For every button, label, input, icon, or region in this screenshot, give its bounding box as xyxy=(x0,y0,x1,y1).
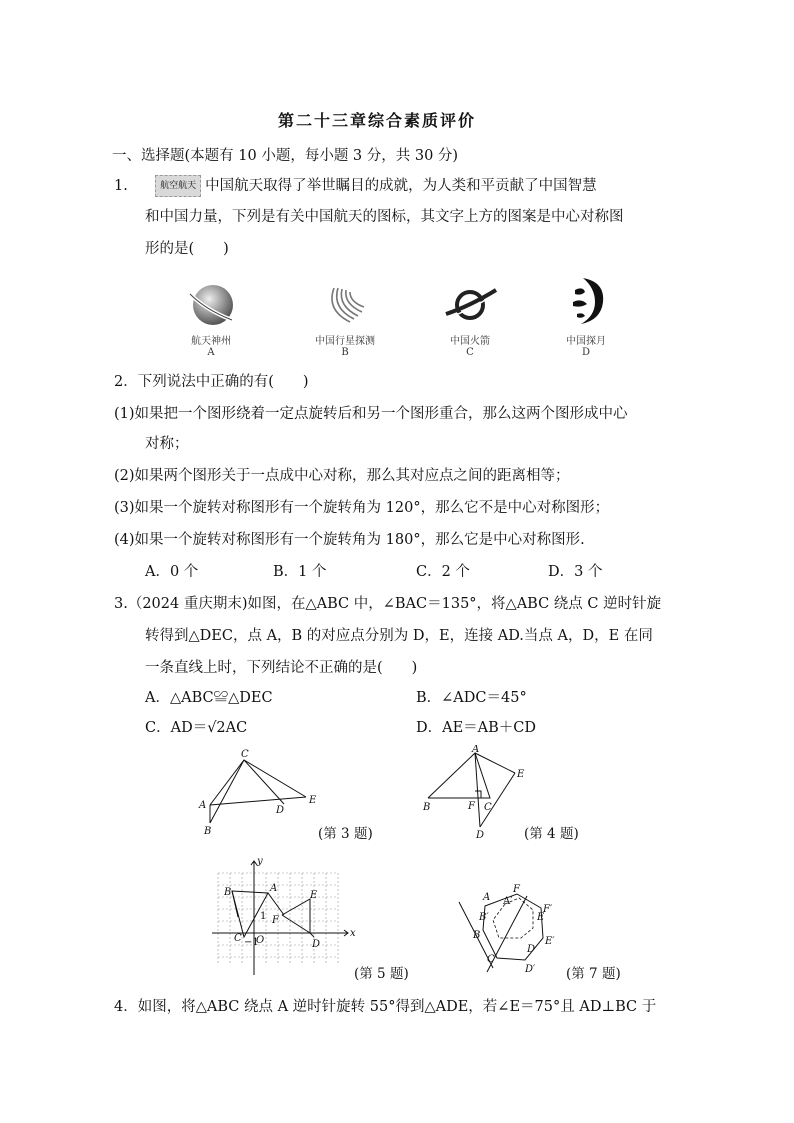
svg-text:A: A xyxy=(472,745,480,755)
option-d[interactable] xyxy=(560,274,612,358)
moon-logo-icon xyxy=(561,274,611,328)
figure-3-diagram xyxy=(196,748,326,838)
svg-text:B: B xyxy=(473,930,481,941)
svg-text:A: A xyxy=(270,883,278,894)
option-caption: 中国火箭 xyxy=(450,336,490,347)
question-text: 和中国力量，下列是有关中国航天的图标，其文字上方的图案是中心对称图 xyxy=(145,209,624,225)
svg-text:D: D xyxy=(527,944,536,955)
svg-text:−1: −1 xyxy=(244,937,259,948)
svg-text:D: D xyxy=(276,805,285,816)
figure-caption: (第 7 题) xyxy=(566,966,621,982)
svg-text:E: E xyxy=(309,795,317,806)
svg-text:B: B xyxy=(423,802,431,813)
statement-4: (4)如果一个旋转对称图形有一个旋转角为 180°，那么它是中心对称图形. xyxy=(114,532,585,548)
question-4: 4．如图，将△ABC 绕点 A 逆时针旋转 55°得到△ADE，若∠E＝75°且 AD⊥BC 于 xyxy=(114,999,657,1015)
figure-5-grid-diagram xyxy=(210,855,358,975)
option-d[interactable]: D．AE＝AB＋CD xyxy=(416,720,537,736)
svg-text:B: B xyxy=(204,826,212,837)
option-caption: 中国探月 xyxy=(566,336,606,347)
svg-text:C: C xyxy=(487,954,495,965)
svg-text:B′: B′ xyxy=(479,912,489,923)
figure-7-diagram xyxy=(455,880,565,980)
svg-text:C: C xyxy=(484,802,492,813)
option-b[interactable]: B．∠ADC＝45° xyxy=(416,690,527,706)
option-a[interactable]: A．0 个 xyxy=(145,564,199,580)
option-caption: 中国行星探测 xyxy=(315,336,375,347)
option-a[interactable]: A．△ABC≌△DEC xyxy=(145,690,273,706)
topic-tag: 航空航天 xyxy=(155,175,201,197)
figure-caption: (第 4 题) xyxy=(524,826,579,842)
question-text: 形的是( ) xyxy=(145,241,229,257)
statement-1-cont: 对称； xyxy=(145,436,189,452)
question-text: 中国航天取得了举世瞩目的成就，为人类和平贡献了中国智慧 xyxy=(205,178,597,194)
svg-text:C: C xyxy=(241,749,249,760)
option-caption: 航天神州 xyxy=(191,336,231,347)
statement-1: (1)如果把一个图形绕着一定点旋转后和另一个图形重合，那么这两个图形成中心 xyxy=(114,406,628,422)
arcs-logo-icon xyxy=(320,280,370,328)
question-2: 2．下列说法中正确的有( ) xyxy=(114,374,309,390)
svg-text:E′: E′ xyxy=(545,936,555,947)
figure-4-diagram xyxy=(420,745,535,840)
section-heading: 一、选择题(本题有 10 小题，每小题 3 分，共 30 分) xyxy=(112,148,459,164)
option-letter: D xyxy=(581,347,591,358)
svg-text:A: A xyxy=(483,892,491,903)
figure-caption: (第 5 题) xyxy=(354,966,409,982)
svg-text:F: F xyxy=(513,884,520,895)
svg-text:F: F xyxy=(272,915,279,926)
svg-text:A: A xyxy=(199,800,207,811)
option-c[interactable] xyxy=(440,280,500,358)
orbit-logo-icon xyxy=(440,280,500,328)
statement-3: (3)如果一个旋转对称图形有一个旋转角为 120°，那么它不是中心对称图形； xyxy=(114,500,610,516)
svg-text:1: 1 xyxy=(260,911,267,922)
svg-text:F: F xyxy=(468,801,475,812)
svg-text:F′: F′ xyxy=(543,904,553,915)
sphere-logo-icon xyxy=(186,280,236,328)
option-c[interactable]: C．2 个 xyxy=(416,564,470,580)
question-number: 1. xyxy=(114,178,128,194)
statement-2: (2)如果两个图形关于一点成中心对称，那么其对应点之间的距离相等； xyxy=(114,468,570,484)
option-a[interactable] xyxy=(183,280,239,358)
svg-text:B: B xyxy=(224,887,232,898)
svg-text:O: O xyxy=(256,935,265,946)
page-title: 第二十三章综合素质评价 xyxy=(278,111,477,130)
question-3: 3.（2024 重庆期末)如图，在△ABC 中，∠BAC＝135°，将△ABC 绕点 C 逆时针旋 xyxy=(114,596,662,612)
option-letter: B xyxy=(341,347,349,358)
svg-text:x: x xyxy=(350,928,356,939)
option-c[interactable]: C．AD＝√2AC xyxy=(145,720,248,736)
svg-text:y: y xyxy=(257,856,263,867)
svg-text:C: C xyxy=(234,933,242,944)
option-b[interactable] xyxy=(307,280,383,358)
question-text: 转得到△DEC，点 A，B 的对应点分别为 D，E，连接 AD.当点 A，D，E 在同 xyxy=(145,628,653,644)
svg-text:D′: D′ xyxy=(525,964,536,975)
question-1 xyxy=(114,175,597,197)
question-text: 一条直线上时，下列结论不正确的是( ) xyxy=(145,660,418,676)
option-letter: C xyxy=(466,347,474,358)
option-b[interactable]: B．1 个 xyxy=(273,564,327,580)
option-d[interactable]: D．3 个 xyxy=(548,564,603,580)
svg-text:A′: A′ xyxy=(503,896,513,907)
svg-text:D: D xyxy=(312,939,321,950)
option-letter: A xyxy=(207,347,215,358)
figure-caption: (第 3 题) xyxy=(318,826,373,842)
svg-text:E: E xyxy=(310,890,318,901)
svg-text:E: E xyxy=(537,912,545,923)
svg-text:D: D xyxy=(476,830,485,840)
svg-text:E: E xyxy=(517,769,525,780)
